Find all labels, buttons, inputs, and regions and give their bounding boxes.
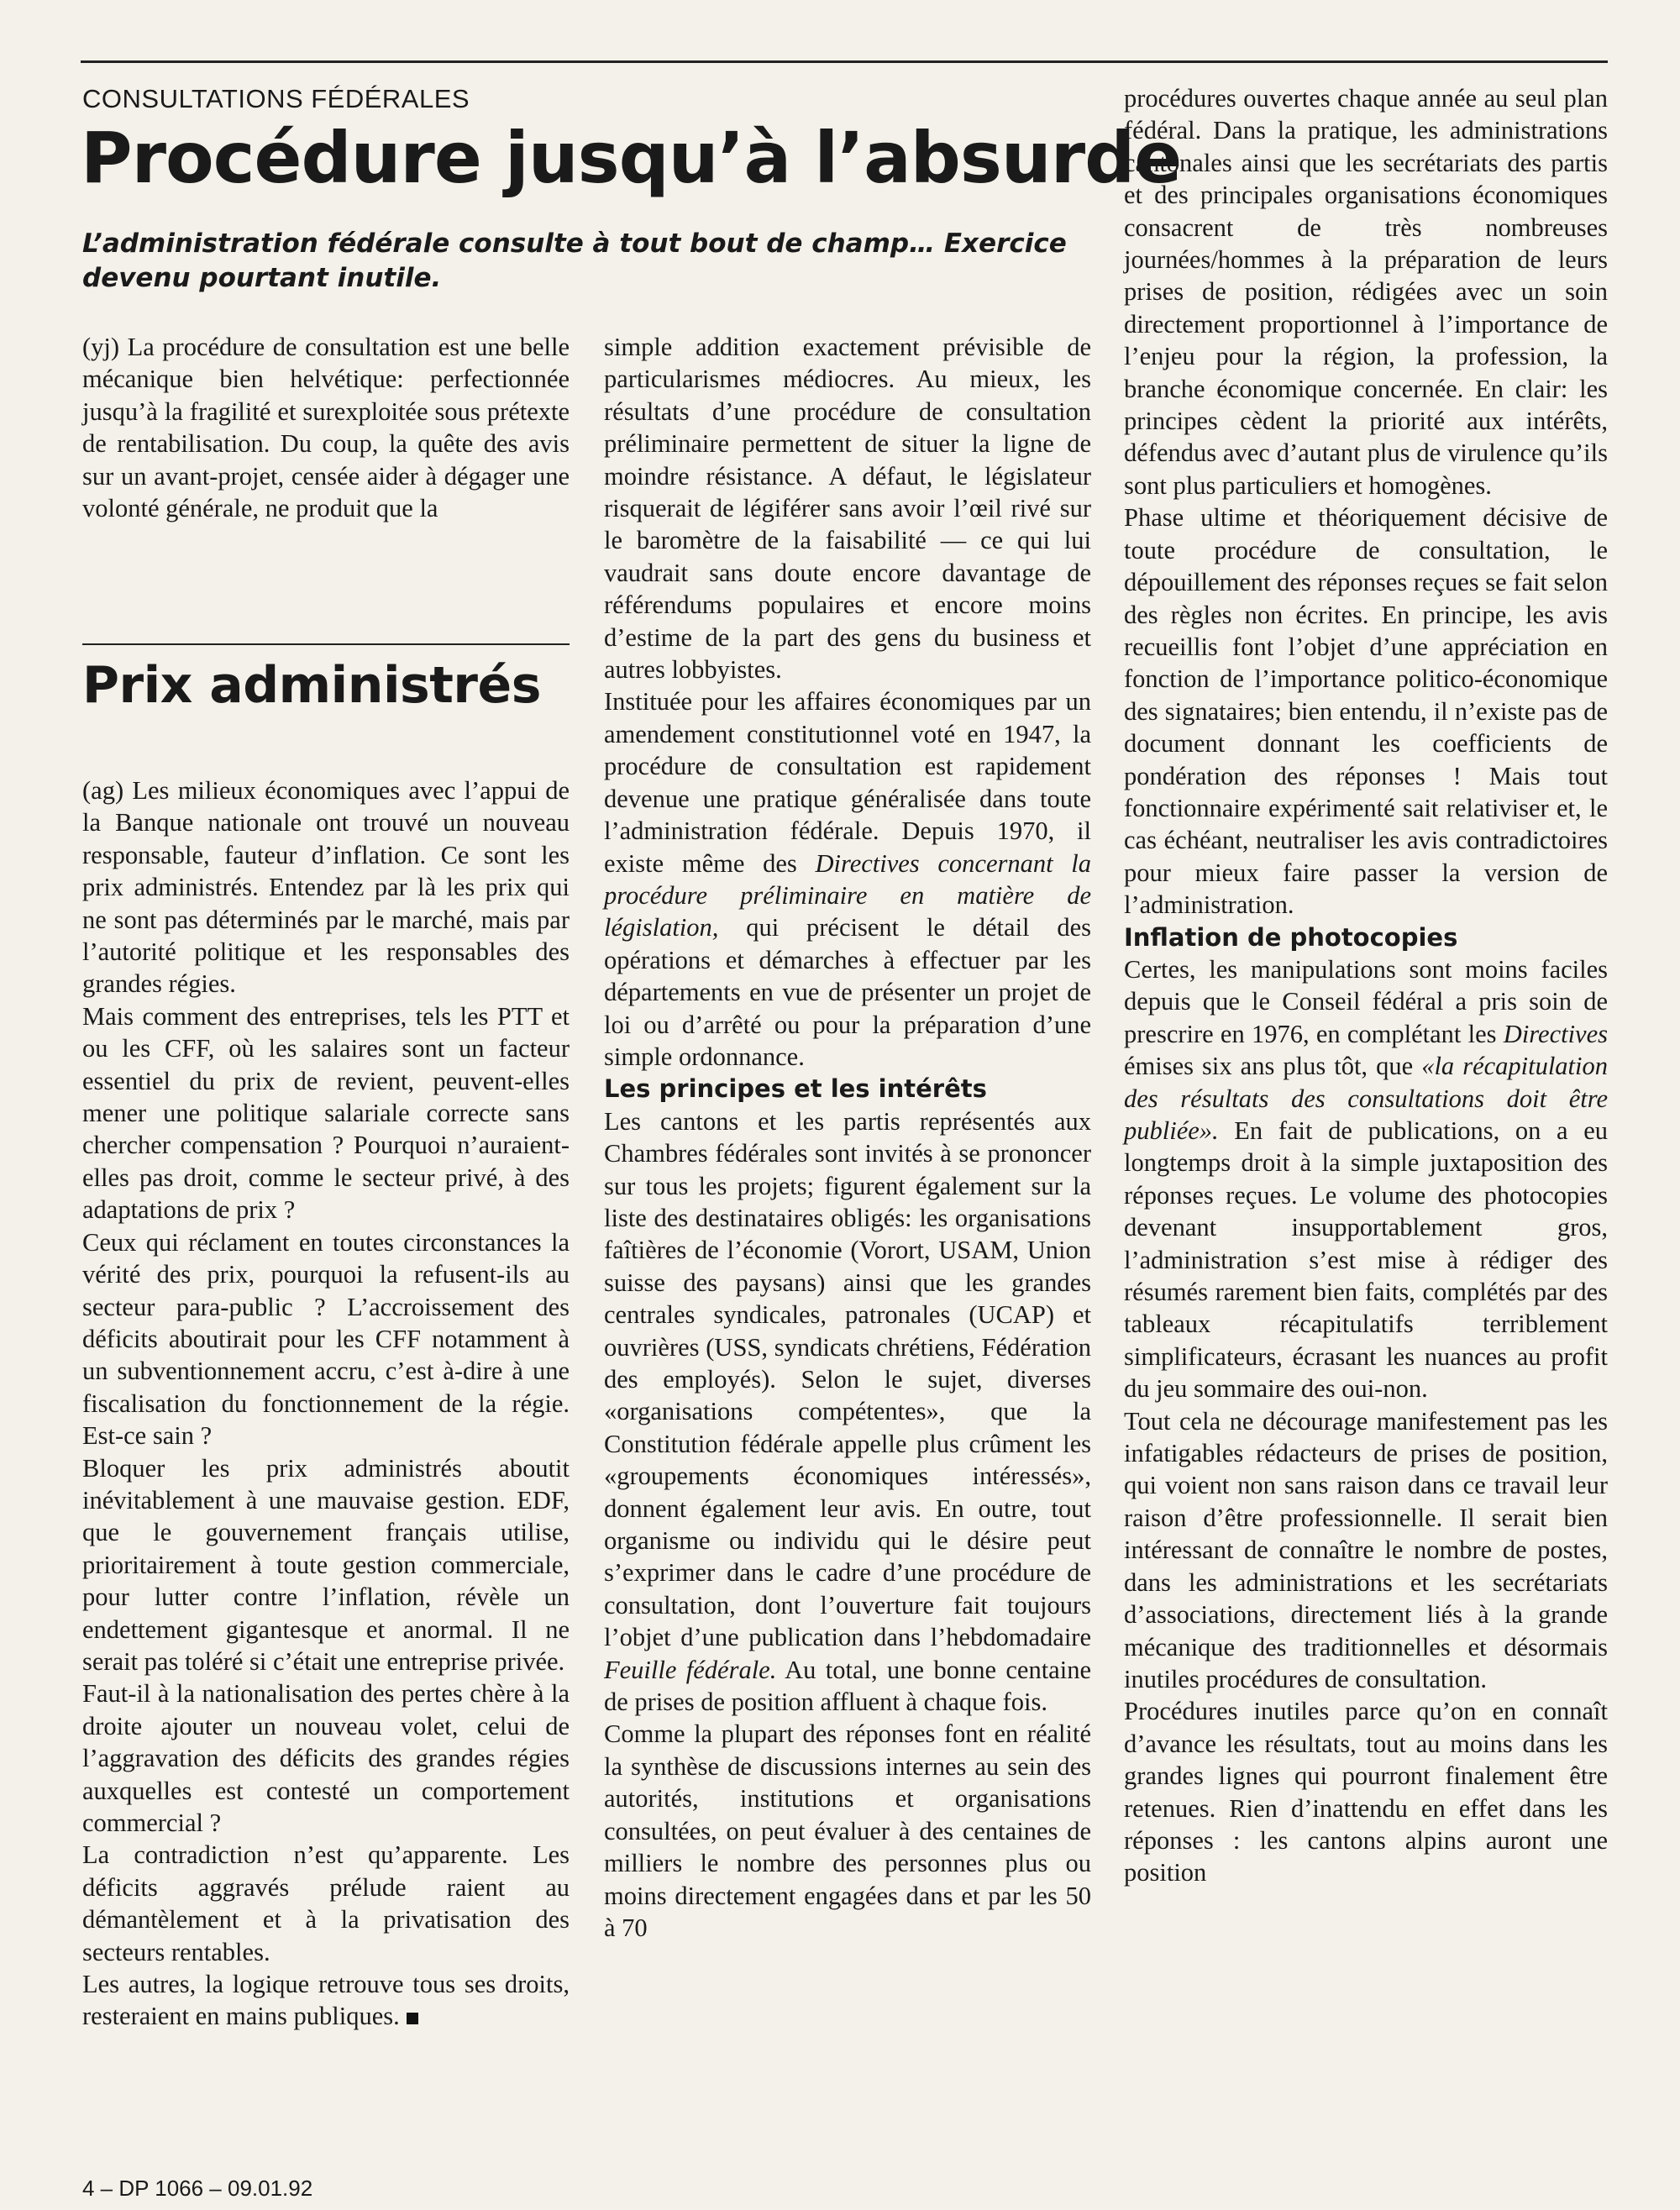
column-1-bottom [82,774,570,2033]
article-2-paragraph: Ceux qui réclament en toutes circonstances la vérité des prix, pourquoi la refusent-ils au secteur para-public ? L’accroissement des déficits aboutirait pour les CFF notamment à un subventionnement accru, c’est à-dire à une fiscalisation du fonctionnement de la régie. Est-ce sain ? [82,1227,570,1451]
article-1-paragraph-4-start: Comme la plupart des réponses font en réalité la synthèse de discussions internes au sein des autorités, institutions et organisations consultées, on peut évaluer à des centaines de milliers le nombre des personnes plus ou moins directement engagées dans et par les 50 à 70 [604,1719,1091,1942]
article-2-paragraph: Faut-il à la nationalisation des pertes chère à la droite ajouter un nouveau volet, celui de l’aggravation des déficits des grandes régies auxquelles est contesté un comportement commercial ? [82,1679,570,1837]
article-1-paragraph-1-continued: simple addition exactement prévisible de particularismes médiocres. Au mieux, les résultats d’une procédure de consultation préliminaire permettent de situer la ligne de moindre résistance. A défaut, le législateur risquerait de légiférer sans avoir l’œil rivé sur le baromètre de la faisabilité — ce qui lui vaudrait sans doute encore davantage de référendums populaires et encore moins d’estime de la part des gens du business et autres lobbyistes. [604,333,1091,685]
paragraph-text: En fait de publications, on a eu longtemps droit à la simple juxtaposition des réponses reçues. Le volume des photocopies devenant insupportablement gros, l’administration s’est mise à rédiger des résumés rarement bien faits, complétés par des tableaux récapitulatifs terriblement simplificateurs, écrasant les nuances au profit du jeu sommaire des oui-non. [1124,1116,1608,1404]
paragraph-text: Instituée pour les affaires économiques par un amendement constitutionnel voté en 1947, la procédure de consultation est rapidement devenue une pratique généralisée dans toute l’administration fédérale. Depuis 1970, il existe même des [604,687,1091,878]
italic-quote: «la récapitulation des résultats des consultations doit être publiée». [1124,1052,1609,1145]
article-1-paragraph-3 [604,1105,1091,1719]
article-1-paragraph-7: Tout cela ne décourage manifestement pas les infatigables rédacteurs de prises de position, qui voient non sans raison dans ce travail leur raison d’être professionnelle. Il serait bien intéressant de connaître le nombre de postes, dans les administrations et les secrétariats d’associations, directement liés à la grande mécanique des traditionnelles et désormais inutiles procédures de consultation. [1124,1406,1608,1693]
article-lede: L’administration fédérale consulte à tout bout de champ… Exercice devenu pourtant inutile. [82,228,1067,293]
subheading-principes: Les principes et les intérêts [604,1074,987,1104]
article-2-last-paragraph [82,1968,570,2033]
article-2-paragraph: La contradiction n’est qu’apparente. Les déficits aggravés prélude raient au démantèlement et à la privatisation des secteurs rentables. [82,1840,570,1966]
article-1-paragraph-4-continued: procédures ouvertes chaque année au seul plan fédéral. Dans la pratique, les administrations cantonales ainsi que les secrétariats des partis et des principales organisations économiques consacrent de très nombreuses journées/hommes à la préparation de leurs prises de position, rédigées avec un soin directement proportionnel à l’importance de l’enjeu pour la région, la profession, la branche économique concernée. En clair: les principes cèdent la priorité aux intérêts, défendus avec d’autant plus de virulence qu’ils sont plus particuliers et homogènes. [1124,84,1608,500]
subheading-photocopies: Inflation de photocopies [1124,922,1458,952]
article-1-paragraph-6 [1124,953,1608,1405]
column-1-top [82,331,570,524]
article-2-paragraph: Bloquer les prix administrés aboutit inévitablement à une mauvaise gestion. EDF, que le gouvernement français utilise, prioritairement à toute gestion commerciale, pour lutter contre l’inflation, révèle un endettement gigantesque et anormal. Il ne serait pas toléré si c’était une entreprise privée. [82,1453,570,1676]
paragraph-text: qui précisent le détail des opérations et démarches à effectuer par les départements en vue de présenter un projet de loi ou d’arrêté ou pour la préparation d’une simple ordonnance. [604,913,1091,1071]
section-kicker: CONSULTATIONS FÉDÉRALES [82,84,470,113]
paragraph-text: émises six ans plus tôt, que [1124,1052,1414,1081]
top-rule [81,60,1608,63]
paragraph-text: Les cantons et les partis représentés aux Chambres fédérales sont invités à se prononcer sur tous les projets; figurent également sur la liste des destinataires obligés: les organisations faîtières de l’économie (Vorort, USAM, Union suisse des paysans) ainsi que les grandes centrales syndicales, patronales (UCAP) et ouvrières (USS, syndicats chrétiens, Fédération des employés). Selon le sujet, diverses «organisations compétentes», que la Constitution fédérale appelle plus crûment les «groupements économiques intéressés», donnent également leur avis. En outre, tout organisme ou individu qui le désire peut s’exprimer dans le cadre d’une procédure de consultation, dont l’ouverture fait toujours l’objet d’une publication dans l’hebdomadaire [604,1106,1091,1652]
article-2-paragraph: Mais comment des entreprises, tels les PTT et ou les CFF, où les salaires sont un facteur essentiel du prix de revient, peuvent-elles mener une politique salariale correcte sans chercher compensation ? Pourquoi n’auraient-elles pas droit, comme le secteur privé, à des adaptations de prix ? [82,1001,570,1225]
article-1-paragraph-8: Procédures inutiles parce qu’on en connaît d’avance les résultats, tout au moins dans les grandes lignes qui pourront finalement être retenues. Rien d’inattendu en effet dans les réponses : les cantons alpins auront une position [1124,1697,1608,1887]
column-3 [1124,82,1608,1889]
italic-reference: Directives [1503,1019,1609,1048]
page-footer: 4 – DP 1066 – 09.01.92 [82,2176,313,2201]
article-1-paragraph-5: Phase ultime et théoriquement décisive de toute procédure de consultation, le dépouillement des réponses reçues se fait selon des règles non écrites. En principe, les avis recueillis font l’objet d’une appréciation en fonction de l’importance politico-économique des signataires; bien entendu, il n’existe pas de document donnant les coefficients de pondération des réponses ! Mais tout fonctionnaire expérimenté sait relativiser et, le cas échéant, neutraliser les avis contradictoires pour mieux faire passer la version de l’administration. [1124,503,1608,920]
paragraph-text: Au total, une bonne centaine de prises de position affluent à chaque fois. [604,1655,1091,1717]
sidebar-article-title: Prix administrés [82,656,541,715]
section-rule [82,643,570,645]
paragraph-text: Certes, les manipulations sont moins faciles depuis que le Conseil fédéral a pris soin de prescrire en 1976, en complétant les [1124,954,1608,1048]
end-of-article-mark [407,2013,418,2024]
italic-reference: Feuille fédérale. [604,1655,777,1684]
article-2-last-text: Les autres, la logique retrouve tous ses droits, resteraient en mains publiques. [82,1970,570,2031]
article-title: Procédure jusqu’à l’absurde [81,117,1182,199]
article-1-paragraph-2 [604,685,1091,1073]
article-2-paragraph: (ag) Les milieux économiques avec l’appui de la Banque nationale ont trouvé un nouveau responsable, fauteur d’inflation. Ce sont les prix administrés. Entendez par là les prix qui ne sont pas déterminés par le marché, mais par l’autorité politique et les responsables des grandes régies. [82,776,570,999]
italic-reference: Directives concernant la procédure préliminaire en matière de législation, [604,848,1091,942]
article-1-paragraph-1-start: (yj) La procédure de consultation est une belle mécanique bien helvétique: perfectionnée jusqu’à la fragilité et surexploitée sous prétexte de rentabilisation. Du coup, la quête des avis sur un avant-projet, censée aider à dégager une volonté générale, ne produit que la [82,333,570,523]
column-2 [604,331,1091,1944]
